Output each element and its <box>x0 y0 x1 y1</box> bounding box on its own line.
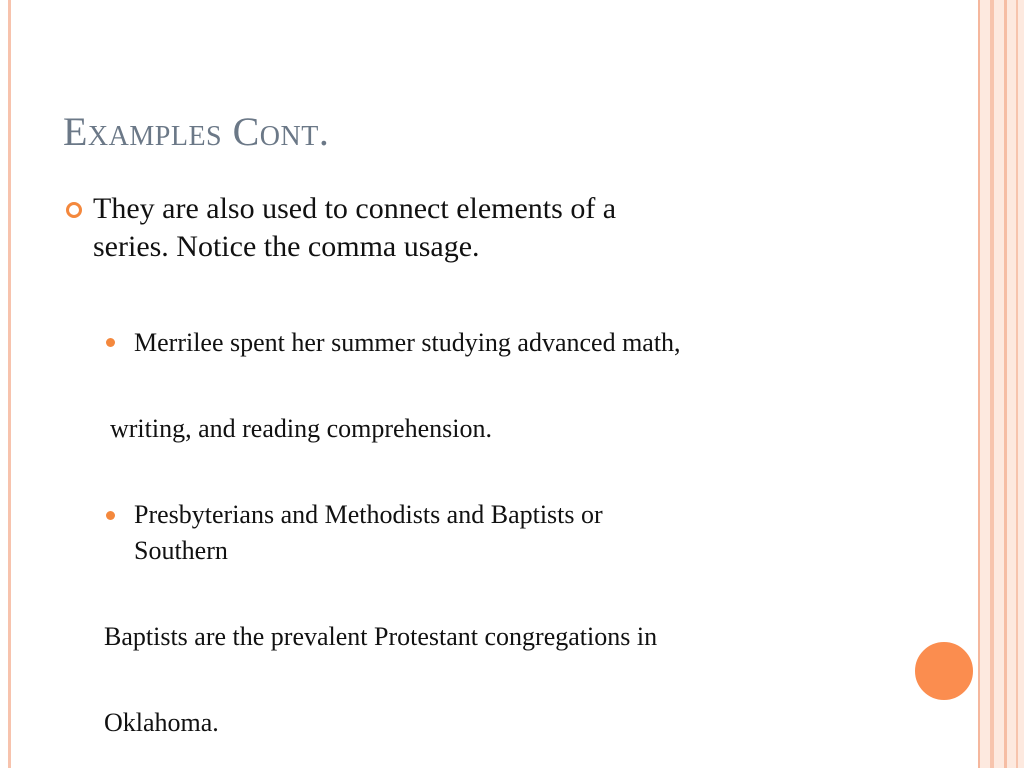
right-stripe-4 <box>1016 0 1018 768</box>
sub-bullet-2-line-1: Presbyterians and Methodists and Baptists or <box>134 500 603 529</box>
sub-bullet-1-line-1: Merrilee spent her summer studying advanced math, <box>134 328 681 357</box>
slide-title: Examples Cont. <box>63 109 330 154</box>
sub-bullet-2-continuation-1: Baptists are the prevalent Protestant congregations in <box>104 622 658 651</box>
sub-bullet-2-continuation-2: Oklahoma. <box>104 708 219 737</box>
right-stripe-3 <box>1004 0 1007 768</box>
left-decorative-stripe <box>8 0 11 768</box>
decorative-circle <box>913 640 975 702</box>
right-stripe-1 <box>978 0 980 768</box>
dot-bullet-icon <box>106 338 115 347</box>
sub-bullet-2-line-2: Southern <box>134 536 228 565</box>
sub-bullet-1-continuation: writing, and reading comprehension. <box>110 414 492 443</box>
dot-bullet-icon <box>106 511 115 520</box>
ring-bullet-icon <box>66 202 82 218</box>
right-stripe-2 <box>990 0 994 768</box>
main-bullet-line-2: series. Notice the comma usage. <box>93 230 480 263</box>
main-bullet-line-1: They are also used to connect elements of a <box>93 192 617 225</box>
main-bullet <box>66 190 826 266</box>
